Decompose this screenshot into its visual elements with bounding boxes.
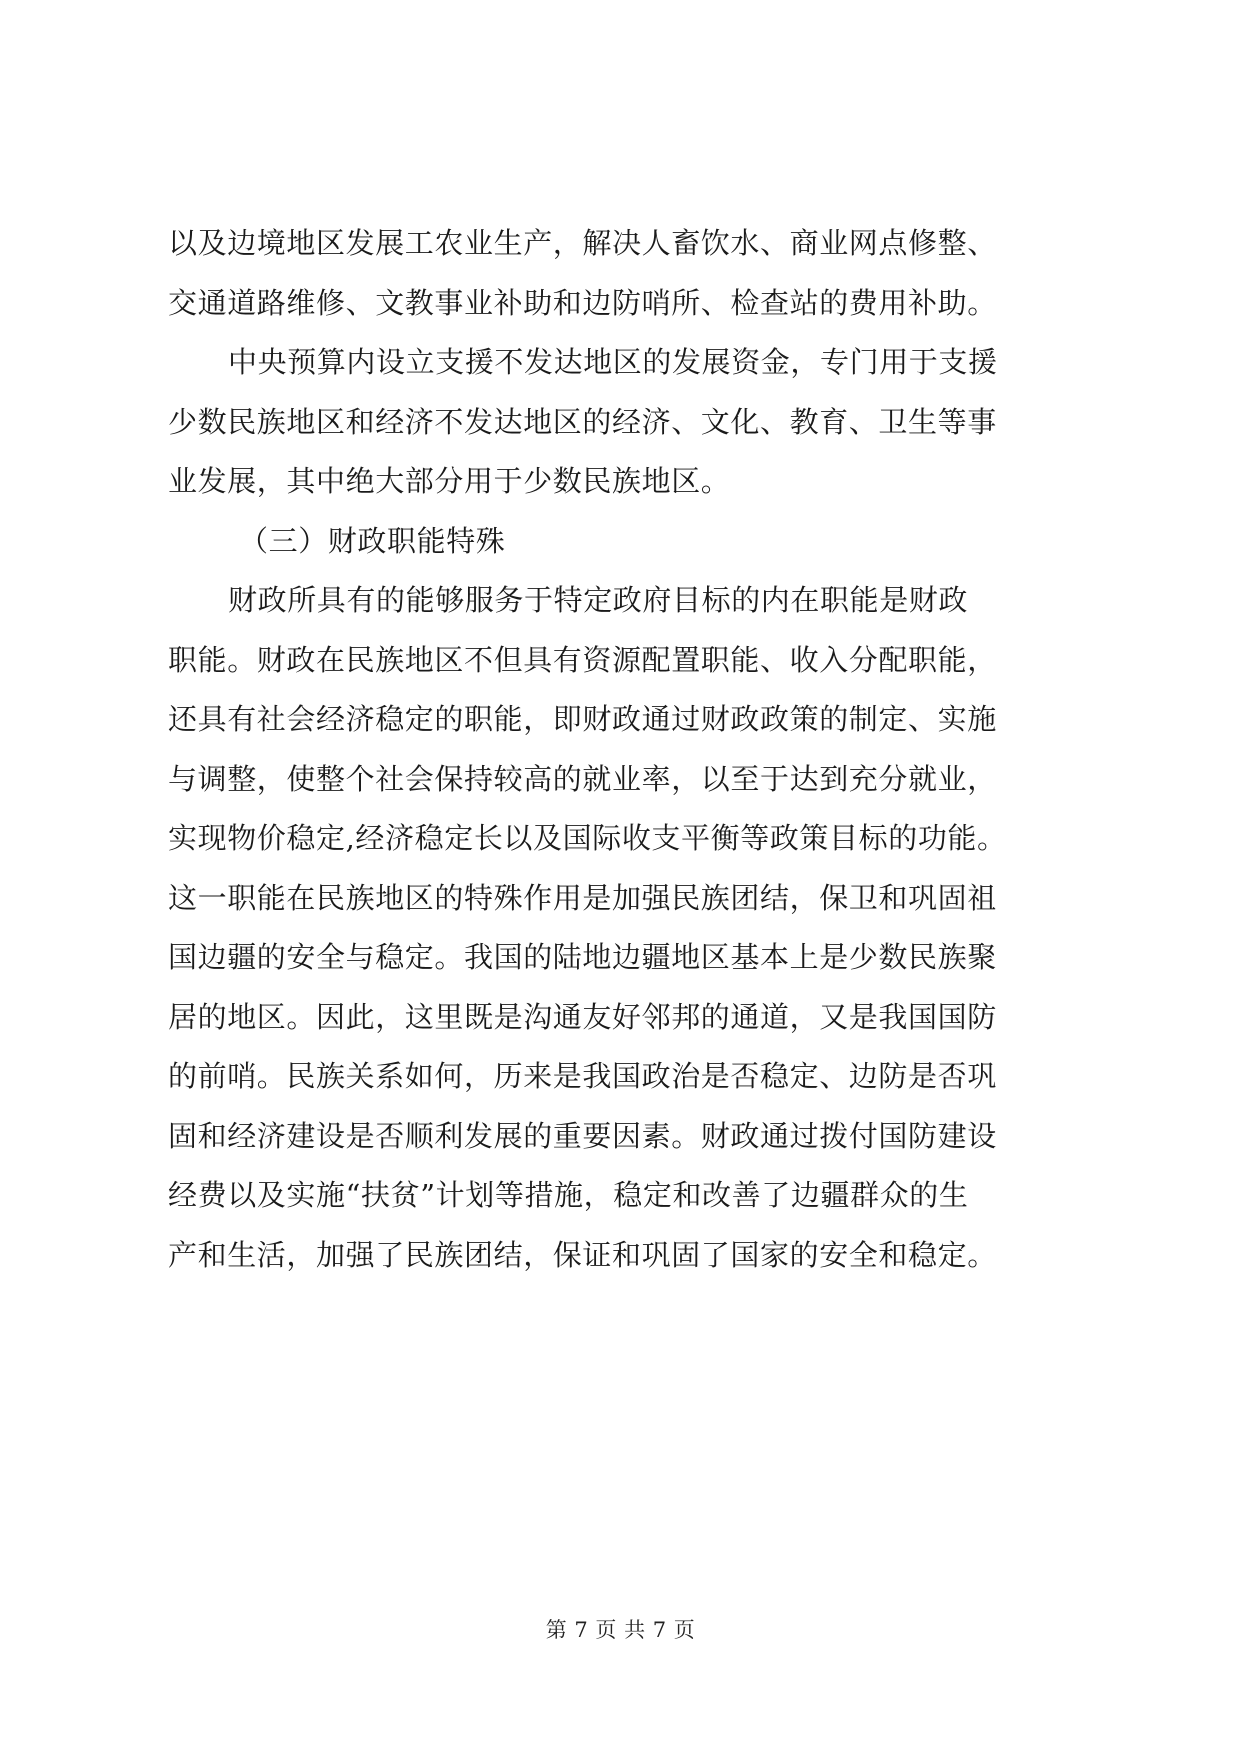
text-line: 业发展，其中绝大部分用于少数民族地区。	[168, 464, 731, 498]
text-line: 与调整，使整个社会保持较高的就业率，以至于达到充分就业，	[168, 761, 997, 796]
text-line: 实现物价稳定,经济稳定长以及国际收支平衡等政策目标的功能。	[168, 821, 1007, 855]
text-line: 固和经济建设是否顺利发展的重要因素。财政通过拨付国防建设	[168, 1118, 997, 1153]
text-line: 少数民族地区和经济不发达地区的经济、文化、教育、卫生等事	[168, 404, 997, 439]
text-line: 职能。财政在民族地区不但具有资源配置职能、收入分配职能，	[168, 642, 997, 677]
text-line: 国边疆的安全与稳定。我国的陆地边疆地区基本上是少数民族聚	[168, 940, 997, 974]
text-line: 居的地区。因此，这里既是沟通友好邻邦的通道，又是我国国防	[168, 999, 997, 1034]
section-heading: （三）财政职能特殊	[239, 523, 506, 558]
text-line: 这一职能在民族地区的特殊作用是加强民族团结，保卫和巩固祖	[168, 880, 997, 915]
text-line: 经费以及实施“扶贫”计划等措施，稳定和改善了边疆群众的生	[168, 1178, 969, 1212]
paragraph-start-line: 财政所具有的能够服务于特定政府目标的内在职能是财政	[228, 583, 969, 617]
text-line: 产和生活，加强了民族团结，保证和巩固了国家的安全和稳定。	[168, 1237, 997, 1272]
paragraph-start-line: 中央预算内设立支援不发达地区的发展资金，专门用于支援	[228, 345, 998, 379]
text-line: 交通道路维修、文教事业补助和边防哨所、检查站的费用补助。	[168, 285, 997, 320]
page-footer	[0, 1614, 1241, 1644]
document-body	[168, 214, 1088, 1285]
page-number: 第 7 页 共 7 页	[545, 1618, 696, 1642]
text-line: 以及边境地区发展工农业生产，解决人畜饮水、商业网点修整、	[168, 226, 997, 260]
text-line: 还具有社会经济稳定的职能，即财政通过财政政策的制定、实施	[168, 702, 997, 736]
text-line: 的前哨。民族关系如何，历来是我国政治是否稳定、边防是否巩	[168, 1059, 997, 1093]
